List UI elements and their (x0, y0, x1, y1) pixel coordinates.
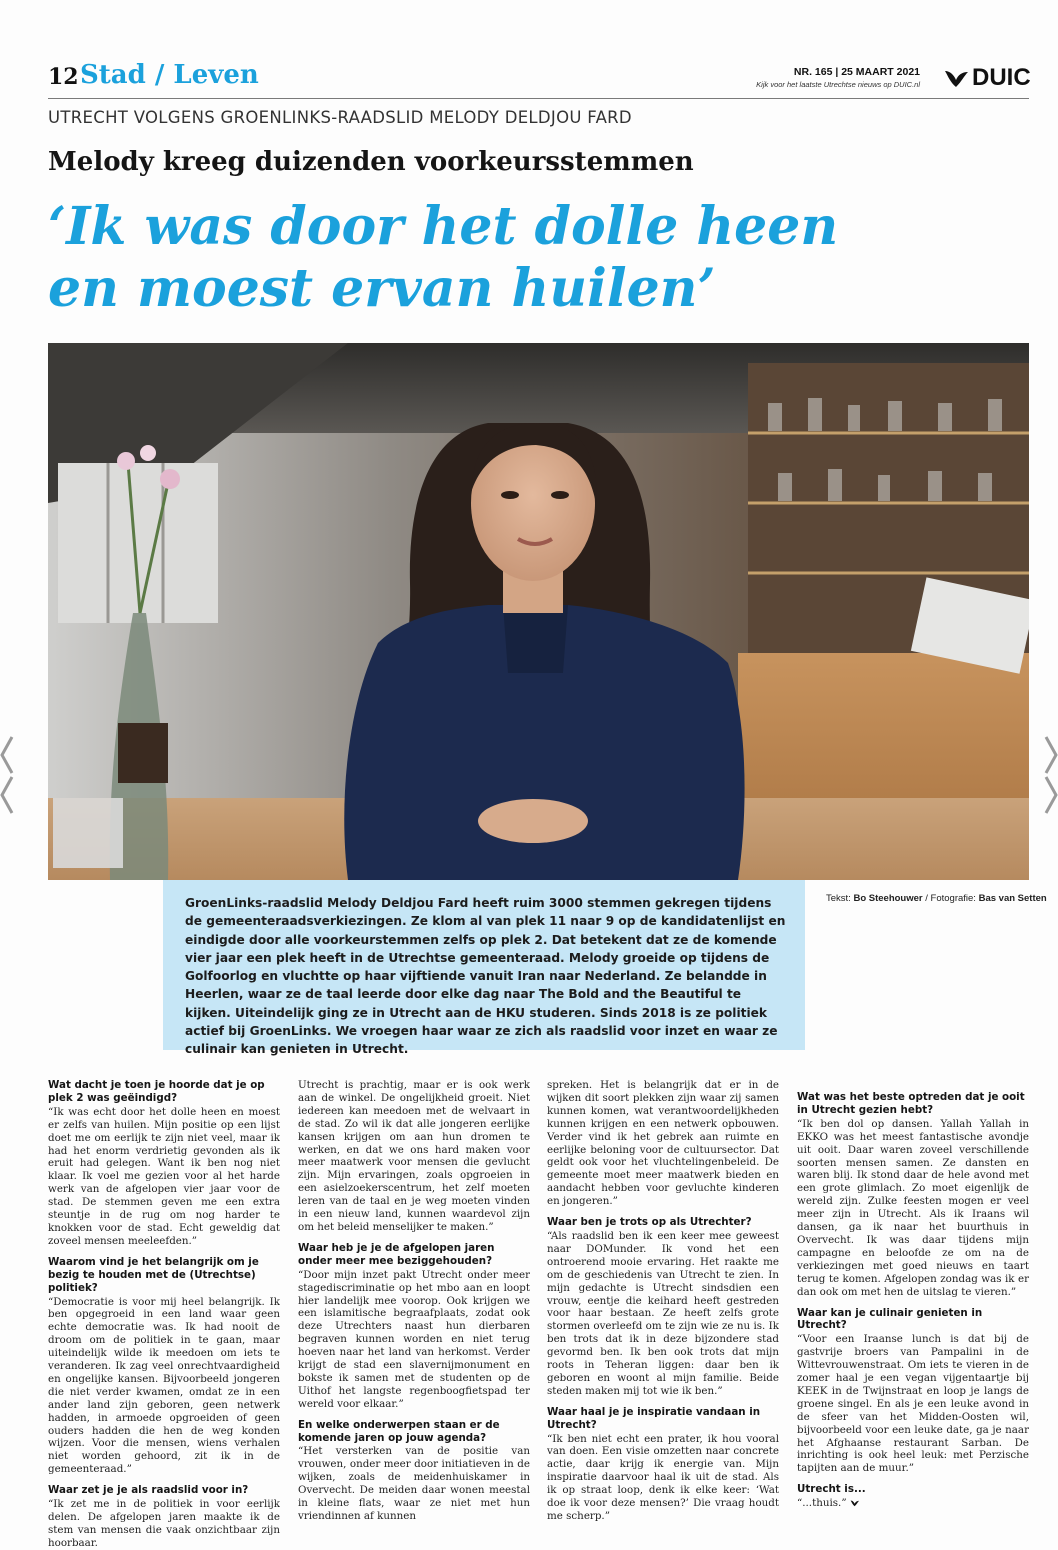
headline-line-2: en moest ervan huilen’ (48, 258, 716, 319)
credit-photo-label: / Fotografie: (925, 893, 976, 904)
question: Waar ben je trots op als Utrechter? (547, 1216, 752, 1229)
issue-info: NR. 165 | 25 MAART 2021 (793, 66, 920, 78)
article-subhead: Melody kreeg duizenden voorkeursstemmen (48, 147, 694, 177)
answer: “Het versterken van de positie van vrouwen, onder meer door initiatieven in de wijken, zoals de meidenhuiskamer in Overvecht. De meiden daar wonen meestal in kleine flats, waar ze niet met hun vriendinnen af kunnen (298, 1445, 530, 1522)
answer-final (797, 1497, 1029, 1510)
header-rule (48, 98, 1029, 99)
portrait-photo-graphic (48, 343, 1029, 880)
answer: “Als raadslid ben ik een keer mee geweest naar DOMunder. Ik vond het een ontroerend mooie ervaring. Het raakte me om de geschiedenis van Utrecht te zien. In mijn gedachte is Utrecht sindsdien een vrouw, eentje die keihard heeft gestreden voor haar bestaan. Ze heeft zelfs grote stormen overleefd om te zijn wie ze nu is. Ik ben trots dat ik in deze bijzondere stad gevormd ben. Ik ben ook trots dat mijn roots in Teheran liggen: daar ben ik geboren en woont al mijn familie. Beide steden maken mij tot wie ik ben.” (547, 1229, 779, 1397)
question: Waar kan je culinair genieten in Utrecht? (797, 1306, 983, 1332)
question: Utrecht is... (797, 1483, 866, 1496)
issue-subline: Kijk voor het laatste Utrechtse nieuws op DUIC.nl (756, 80, 920, 89)
question: Waarom vind je het belangrijk om je bezig te houden met de (Utrechtse) politiek? (48, 1255, 259, 1294)
column-4 (797, 1091, 1029, 1518)
column-1 (48, 1079, 280, 1550)
intro-box: GroenLinks-raadslid Melody Deldjou Fard heeft ruim 3000 stemmen gekregen tijdens de gemeenteraadsverkiezingen. Ze klom al van plek 11 naar 9 op de kandidatenlijst en eindigde door alle voorkeurstemmen zelfs op plek 2. Dat betekent dat ze de komende vier jaar een plek heeft in de Utrechtse gemeenteraad. Melody groeide op tijdens de Golfoorlog en vluchtte op haar vijftiende vanuit Iran naar Nederland. Ze belandde in Heerlen, waar ze de taal leerde door elke dag naar The Bold and the Beautiful te kijken. Uiteindelijk ging ze in Utrecht aan de HKU studeren. Sinds 2018 is ze politiek actief bij GroenLinks. We vroegen haar waar ze zich als raadslid voor inzet en waar ze culinair kan genieten in Utrecht. (163, 880, 805, 1050)
question: Waar zet je je als raadslid voor in? (48, 1484, 249, 1497)
credits (826, 893, 1047, 904)
chevron-right-icon[interactable] (1044, 735, 1058, 815)
answer: “Democratie is voor mij heel belangrijk. Ik ben opgegroeid in een land waar geen echte democratie was. Ik had nooit de droom om de politiek in te gaan, maar uiteindelijk wilde ik meedoen om iets te veranderen. Ik zag veel onrechtvaardigheid en ongelijke kansen. Bijvoorbeeld jongeren die niet verder kwamen, omdat ze in een ander land zijn geboren, geen netwerk hadden, in armoede opgroeiden of geen ouders hadden die hen de weg konden wijzen. Voor die mensen, wiens verhalen niet worden gehoord, zit ik in de gemeenteraad.” (48, 1295, 280, 1476)
answer: Utrecht is prachtig, maar er is ook werk aan de winkel. De ongelijkheid groeit. Niet iedereen kan meedoen met de welvaart in de stad. Zo wil ik dat alle jongeren eerlijke kansen krijgen om aan hun dromen te werken, en dat we ons hard maken voor meer maatwerk voor mensen die gevlucht zijn. Mijn ervaringen, zoals opgroeien in een asielzoekerscentrum, het zelf moeten leren van de taal en je weg moeten vinden in een nieuw land, kunnen waardevol zijn om het beleid menselijker te maken.” (298, 1079, 530, 1233)
question: Wat was het beste optreden dat je ooit in Utrecht gezien hebt? (797, 1091, 1025, 1116)
answer: “Ik ben niet echt een prater, ik hou vooral van doen. Een visie omzetten naar concrete actie, daar krijg ik energie van. Mijn inspiratie daarvoor haal ik uit de stad. Als ik op straat loop, denk ik elke keer: ‘Wat doe ik voor deze mensen?’ Die vraag houdt me scherp.” (547, 1432, 779, 1522)
duic-logo (944, 64, 1031, 92)
column-3 (547, 1079, 779, 1531)
question: Waar haal je je inspiratie vandaan in Utrecht? (547, 1405, 761, 1431)
column-2 (298, 1079, 530, 1531)
question: Wat dacht je toen je hoorde dat je op plek 2 was geëindigd? (48, 1079, 265, 1104)
section-title: Stad / Leven (80, 60, 259, 90)
logo-text: DUIC (972, 64, 1031, 91)
answer: “...thuis.” (797, 1497, 847, 1510)
article-kicker: UTRECHT VOLGENS GROENLINKS-RAADSLID MELODY DELDJOU FARD (48, 108, 632, 127)
answer: “Voor een Iraanse lunch is dat bij de gastvrije broers van Pampalini in de Wittevrouwenstraat. Om iets te vieren in de zomer haal je een vegan vijgentaartje bij KEEK in de Twijnstraat en loop je langs de groene singel. En als je een leuke avond in de sfeer van het Midden-Oosten wil, bijvoorbeeld voor een leuke date, ga je naar het Afghaanse restaurant Sarban. De inrichting is ook heel leuk: met Perzische tapijten aan de muur.” (797, 1333, 1029, 1475)
question: Waar heb je je de afgelopen jaren onder meer mee beziggehouden? (298, 1241, 495, 1267)
article-headline (48, 196, 948, 320)
duic-end-icon (850, 1499, 860, 1507)
page-number: 12 (48, 64, 79, 90)
headline-line-1: ‘Ik was door het dolle heen (48, 196, 839, 257)
chevron-left-icon[interactable] (0, 735, 14, 815)
credit-author: Bo Steehouwer (853, 893, 923, 904)
answer: “Ik ben dol op dansen. Yallah Yallah in EKKO was het meest fantastische avondje uit ooit. Daar waren zoveel verschillende soorten mensen samen. Ze dansten en waren blij. Ik stond daar de hele avond met een grote glimlach. Zo moet eigenlijk de wereld zijn. Zulke feesten mogen er veel meer zijn in Utrecht. Als ik Iraans wil dansen, ga ik naar het buurthuis in Overvecht. Ik was daar tijdens mijn campagne en beloofde ze om na de verkiezingen met goed nieuws en taart terug te komen. Afgelopen zondag was ik er dan ook om met hen de uitslag te vieren.” (797, 1117, 1029, 1298)
answer: “Ik zet me in de politiek in voor eerlijk delen. De afgelopen jaren maakte ik de stem van mensen die vaak onzichtbaar zijn hoorbaar. (48, 1498, 280, 1549)
portrait-photo (48, 343, 1029, 880)
credit-text-label: Tekst: (826, 893, 851, 904)
question: En welke onderwerpen staan er de komende jaren op jouw agenda? (298, 1418, 500, 1444)
answer: “Door mijn inzet pakt Utrecht onder meer stagediscriminatie op het mbo aan en loopt hier landelijk mee voorop. Ook krijgen we een islamitische begraafplaats, zodat ook deze Utrechters naast hun dierbaren begraven kunnen worden en niet terug hoeven naar het land van herkomst. Verder krijgt de stad een slavernijmonument en bokste ik samen met de studenten op de Uithof het langste regenboogfietspad ter wereld voor elkaar.” (298, 1268, 530, 1410)
answer: “Ik was echt door het dolle heen en moest er zelfs van huilen. Mijn positie op een lijst doet me om eerlijk te zijn niet veel, maar ik had het enorm verdrietig gevonden als ik eruit had gelegen. Want ik ben nog niet klaar. Ik voel me gezien voor al het harde werk van de afgelopen vier jaar voor de stad. De stemmen geven me een extra steuntje in de rug om nog harder te knokken voor de stad. Echt geweldig dat zoveel mensen meeleefden.” (48, 1105, 280, 1247)
duic-bird-icon (944, 67, 970, 89)
answer: spreken. Het is belangrijk dat er in de wijken dit soort plekken zijn waar zij samen kunnen komen, wat verantwoordelijkheden kunnen krijgen en een netwerk opbouwen. Verder vind ik het gebrek aan ruimte en eerlijke beloning voor de cultuursector. Dat geldt ook voor het vluchtelingenbeleid. De gemeente moet meer maatwerk bieden en aandacht hebben voor gevluchte kinderen en jongeren.” (547, 1079, 779, 1208)
credit-photographer: Bas van Setten (978, 893, 1047, 904)
